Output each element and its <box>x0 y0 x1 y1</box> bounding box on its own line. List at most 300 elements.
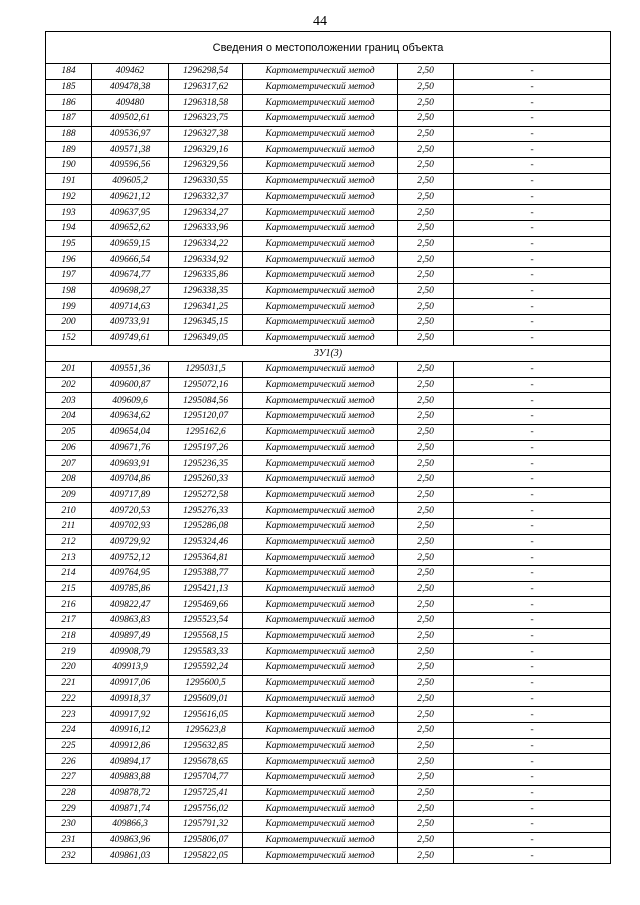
y-coordinate-cell: 1295704,77 <box>169 769 243 785</box>
description-cell: - <box>454 111 611 127</box>
table-title: Сведения о местоположении границ объекта <box>46 32 611 64</box>
point-number-cell: 200 <box>46 315 92 331</box>
point-number-cell: 190 <box>46 158 92 174</box>
x-coordinate-cell: 409917,92 <box>92 707 169 723</box>
table-row <box>46 95 611 111</box>
method-cell: Картометрический метод <box>243 220 398 236</box>
table-row <box>46 330 611 346</box>
method-cell: Картометрический метод <box>243 785 398 801</box>
description-cell: - <box>454 503 611 519</box>
table-row <box>46 754 611 770</box>
method-cell: Картометрический метод <box>243 503 398 519</box>
point-number-cell: 231 <box>46 832 92 848</box>
description-cell: - <box>454 236 611 252</box>
y-coordinate-cell: 1295276,33 <box>169 503 243 519</box>
y-coordinate-cell: 1296338,35 <box>169 283 243 299</box>
precision-cell: 2,50 <box>398 722 454 738</box>
precision-cell: 2,50 <box>398 205 454 221</box>
description-cell: - <box>454 801 611 817</box>
precision-cell: 2,50 <box>398 801 454 817</box>
description-cell: - <box>454 173 611 189</box>
method-cell: Картометрический метод <box>243 691 398 707</box>
y-coordinate-cell: 1296341,25 <box>169 299 243 315</box>
method-cell: Картометрический метод <box>243 173 398 189</box>
precision-cell: 2,50 <box>398 613 454 629</box>
table-row <box>46 801 611 817</box>
y-coordinate-cell: 1296323,75 <box>169 111 243 127</box>
point-number-cell: 221 <box>46 675 92 691</box>
precision-cell: 2,50 <box>398 362 454 378</box>
table-row <box>46 487 611 503</box>
precision-cell: 2,50 <box>398 769 454 785</box>
method-cell: Картометрический метод <box>243 550 398 566</box>
section-label: ЗУ1(3) <box>46 346 611 362</box>
point-number-cell: 211 <box>46 518 92 534</box>
point-number-cell: 216 <box>46 597 92 613</box>
table-row <box>46 503 611 519</box>
point-number-cell: 199 <box>46 299 92 315</box>
x-coordinate-cell: 409729,92 <box>92 534 169 550</box>
table-row <box>46 613 611 629</box>
table-row <box>46 252 611 268</box>
precision-cell: 2,50 <box>398 173 454 189</box>
description-cell: - <box>454 848 611 864</box>
y-coordinate-cell: 1296349,05 <box>169 330 243 346</box>
method-cell: Картометрический метод <box>243 330 398 346</box>
table-row <box>46 377 611 393</box>
point-number-cell: 203 <box>46 393 92 409</box>
table-row <box>46 236 611 252</box>
x-coordinate-cell: 409749,61 <box>92 330 169 346</box>
description-cell: - <box>454 330 611 346</box>
method-cell: Картометрический метод <box>243 581 398 597</box>
y-coordinate-cell: 1295756,02 <box>169 801 243 817</box>
y-coordinate-cell: 1295324,46 <box>169 534 243 550</box>
description-cell: - <box>454 597 611 613</box>
table-row <box>46 785 611 801</box>
y-coordinate-cell: 1296298,54 <box>169 64 243 80</box>
precision-cell: 2,50 <box>398 597 454 613</box>
description-cell: - <box>454 456 611 472</box>
precision-cell: 2,50 <box>398 581 454 597</box>
point-number-cell: 152 <box>46 330 92 346</box>
method-cell: Картометрический метод <box>243 597 398 613</box>
point-number-cell: 193 <box>46 205 92 221</box>
x-coordinate-cell: 409883,88 <box>92 769 169 785</box>
point-number-cell: 213 <box>46 550 92 566</box>
precision-cell: 2,50 <box>398 267 454 283</box>
x-coordinate-cell: 409671,76 <box>92 440 169 456</box>
precision-cell: 2,50 <box>398 440 454 456</box>
description-cell: - <box>454 362 611 378</box>
y-coordinate-cell: 1295272,58 <box>169 487 243 503</box>
precision-cell: 2,50 <box>398 644 454 660</box>
description-cell: - <box>454 393 611 409</box>
table-row <box>46 409 611 425</box>
section-header-row <box>46 346 611 362</box>
description-cell: - <box>454 205 611 221</box>
y-coordinate-cell: 1295120,07 <box>169 409 243 425</box>
precision-cell: 2,50 <box>398 675 454 691</box>
point-number-cell: 232 <box>46 848 92 864</box>
precision-cell: 2,50 <box>398 832 454 848</box>
table-row <box>46 283 611 299</box>
x-coordinate-cell: 409866,3 <box>92 817 169 833</box>
point-number-cell: 222 <box>46 691 92 707</box>
description-cell: - <box>454 142 611 158</box>
method-cell: Картометрический метод <box>243 252 398 268</box>
y-coordinate-cell: 1296334,22 <box>169 236 243 252</box>
y-coordinate-cell: 1295286,08 <box>169 518 243 534</box>
x-coordinate-cell: 409704,86 <box>92 471 169 487</box>
precision-cell: 2,50 <box>398 785 454 801</box>
point-number-cell: 187 <box>46 111 92 127</box>
table-row <box>46 424 611 440</box>
y-coordinate-cell: 1295678,65 <box>169 754 243 770</box>
point-number-cell: 186 <box>46 95 92 111</box>
method-cell: Картометрический метод <box>243 738 398 754</box>
precision-cell: 2,50 <box>398 707 454 723</box>
point-number-cell: 212 <box>46 534 92 550</box>
y-coordinate-cell: 1296334,27 <box>169 205 243 221</box>
x-coordinate-cell: 409551,36 <box>92 362 169 378</box>
method-cell: Картометрический метод <box>243 456 398 472</box>
x-coordinate-cell: 409698,27 <box>92 283 169 299</box>
point-number-cell: 230 <box>46 817 92 833</box>
y-coordinate-cell: 1296345,15 <box>169 315 243 331</box>
precision-cell: 2,50 <box>398 236 454 252</box>
y-coordinate-cell: 1295791,32 <box>169 817 243 833</box>
table-row <box>46 550 611 566</box>
method-cell: Картометрический метод <box>243 189 398 205</box>
description-cell: - <box>454 299 611 315</box>
boundary-coordinates-table <box>45 31 611 864</box>
table-row <box>46 817 611 833</box>
table-title-row <box>46 32 611 64</box>
description-cell: - <box>454 754 611 770</box>
precision-cell: 2,50 <box>398 518 454 534</box>
method-cell: Картометрический метод <box>243 79 398 95</box>
table-row <box>46 393 611 409</box>
y-coordinate-cell: 1296318,58 <box>169 95 243 111</box>
point-number-cell: 184 <box>46 64 92 80</box>
precision-cell: 2,50 <box>398 817 454 833</box>
y-coordinate-cell: 1295236,35 <box>169 456 243 472</box>
y-coordinate-cell: 1295072,16 <box>169 377 243 393</box>
description-cell: - <box>454 95 611 111</box>
precision-cell: 2,50 <box>398 126 454 142</box>
description-cell: - <box>454 377 611 393</box>
point-number-cell: 202 <box>46 377 92 393</box>
table-row <box>46 267 611 283</box>
description-cell: - <box>454 785 611 801</box>
page-number: 44 <box>313 14 327 29</box>
precision-cell: 2,50 <box>398 64 454 80</box>
x-coordinate-cell: 409480 <box>92 95 169 111</box>
x-coordinate-cell: 409674,77 <box>92 267 169 283</box>
precision-cell: 2,50 <box>398 409 454 425</box>
x-coordinate-cell: 409659,15 <box>92 236 169 252</box>
precision-cell: 2,50 <box>398 299 454 315</box>
method-cell: Картометрический метод <box>243 424 398 440</box>
point-number-cell: 207 <box>46 456 92 472</box>
method-cell: Картометрический метод <box>243 283 398 299</box>
y-coordinate-cell: 1296333,96 <box>169 220 243 236</box>
y-coordinate-cell: 1295592,24 <box>169 660 243 676</box>
method-cell: Картометрический метод <box>243 471 398 487</box>
precision-cell: 2,50 <box>398 377 454 393</box>
method-cell: Картометрический метод <box>243 722 398 738</box>
description-cell: - <box>454 440 611 456</box>
precision-cell: 2,50 <box>398 424 454 440</box>
y-coordinate-cell: 1295725,41 <box>169 785 243 801</box>
precision-cell: 2,50 <box>398 628 454 644</box>
x-coordinate-cell: 409536,97 <box>92 126 169 142</box>
table-row <box>46 220 611 236</box>
description-cell: - <box>454 283 611 299</box>
point-number-cell: 198 <box>46 283 92 299</box>
description-cell: - <box>454 252 611 268</box>
method-cell: Картометрический метод <box>243 377 398 393</box>
description-cell: - <box>454 79 611 95</box>
description-cell: - <box>454 315 611 331</box>
table-row <box>46 205 611 221</box>
point-number-cell: 194 <box>46 220 92 236</box>
y-coordinate-cell: 1296330,55 <box>169 173 243 189</box>
point-number-cell: 210 <box>46 503 92 519</box>
point-number-cell: 185 <box>46 79 92 95</box>
y-coordinate-cell: 1295623,8 <box>169 722 243 738</box>
y-coordinate-cell: 1295421,13 <box>169 581 243 597</box>
table-row <box>46 79 611 95</box>
point-number-cell: 219 <box>46 644 92 660</box>
method-cell: Картометрический метод <box>243 362 398 378</box>
description-cell: - <box>454 64 611 80</box>
x-coordinate-cell: 409863,96 <box>92 832 169 848</box>
x-coordinate-cell: 409478,38 <box>92 79 169 95</box>
point-number-cell: 227 <box>46 769 92 785</box>
x-coordinate-cell: 409609,6 <box>92 393 169 409</box>
precision-cell: 2,50 <box>398 471 454 487</box>
point-number-cell: 197 <box>46 267 92 283</box>
method-cell: Картометрический метод <box>243 236 398 252</box>
method-cell: Картометрический метод <box>243 848 398 864</box>
table-row <box>46 660 611 676</box>
x-coordinate-cell: 409720,53 <box>92 503 169 519</box>
method-cell: Картометрический метод <box>243 518 398 534</box>
precision-cell: 2,50 <box>398 848 454 864</box>
y-coordinate-cell: 1295632,85 <box>169 738 243 754</box>
y-coordinate-cell: 1295388,77 <box>169 566 243 582</box>
method-cell: Картометрический метод <box>243 158 398 174</box>
method-cell: Картометрический метод <box>243 660 398 676</box>
point-number-cell: 195 <box>46 236 92 252</box>
table-row <box>46 126 611 142</box>
precision-cell: 2,50 <box>398 252 454 268</box>
x-coordinate-cell: 409878,72 <box>92 785 169 801</box>
method-cell: Картометрический метод <box>243 675 398 691</box>
point-number-cell: 220 <box>46 660 92 676</box>
method-cell: Картометрический метод <box>243 95 398 111</box>
method-cell: Картометрический метод <box>243 817 398 833</box>
y-coordinate-cell: 1295609,01 <box>169 691 243 707</box>
table-row <box>46 456 611 472</box>
point-number-cell: 217 <box>46 613 92 629</box>
description-cell: - <box>454 691 611 707</box>
x-coordinate-cell: 409502,61 <box>92 111 169 127</box>
y-coordinate-cell: 1296334,92 <box>169 252 243 268</box>
method-cell: Картометрический метод <box>243 142 398 158</box>
x-coordinate-cell: 409916,12 <box>92 722 169 738</box>
method-cell: Картометрический метод <box>243 111 398 127</box>
method-cell: Картометрический метод <box>243 628 398 644</box>
x-coordinate-cell: 409571,38 <box>92 142 169 158</box>
method-cell: Картометрический метод <box>243 613 398 629</box>
x-coordinate-cell: 409785,86 <box>92 581 169 597</box>
precision-cell: 2,50 <box>398 79 454 95</box>
method-cell: Картометрический метод <box>243 754 398 770</box>
point-number-cell: 191 <box>46 173 92 189</box>
precision-cell: 2,50 <box>398 111 454 127</box>
method-cell: Картометрический метод <box>243 126 398 142</box>
point-number-cell: 223 <box>46 707 92 723</box>
precision-cell: 2,50 <box>398 95 454 111</box>
method-cell: Картометрический метод <box>243 707 398 723</box>
table-row <box>46 597 611 613</box>
y-coordinate-cell: 1295260,33 <box>169 471 243 487</box>
table-row <box>46 566 611 582</box>
x-coordinate-cell: 409596,56 <box>92 158 169 174</box>
method-cell: Картометрический метод <box>243 205 398 221</box>
x-coordinate-cell: 409917,06 <box>92 675 169 691</box>
description-cell: - <box>454 566 611 582</box>
table-row <box>46 581 611 597</box>
table-row <box>46 707 611 723</box>
point-number-cell: 208 <box>46 471 92 487</box>
precision-cell: 2,50 <box>398 189 454 205</box>
method-cell: Картометрический метод <box>243 769 398 785</box>
y-coordinate-cell: 1295469,66 <box>169 597 243 613</box>
description-cell: - <box>454 832 611 848</box>
x-coordinate-cell: 409897,49 <box>92 628 169 644</box>
y-coordinate-cell: 1295616,05 <box>169 707 243 723</box>
table-row <box>46 471 611 487</box>
table-row <box>46 832 611 848</box>
description-cell: - <box>454 722 611 738</box>
x-coordinate-cell: 409652,62 <box>92 220 169 236</box>
x-coordinate-cell: 409913,9 <box>92 660 169 676</box>
precision-cell: 2,50 <box>398 142 454 158</box>
y-coordinate-cell: 1295600,5 <box>169 675 243 691</box>
precision-cell: 2,50 <box>398 456 454 472</box>
description-cell: - <box>454 550 611 566</box>
method-cell: Картометрический метод <box>243 487 398 503</box>
table-row <box>46 722 611 738</box>
x-coordinate-cell: 409654,04 <box>92 424 169 440</box>
table-row <box>46 440 611 456</box>
point-number-cell: 228 <box>46 785 92 801</box>
y-coordinate-cell: 1295031,5 <box>169 362 243 378</box>
point-number-cell: 209 <box>46 487 92 503</box>
point-number-cell: 224 <box>46 722 92 738</box>
precision-cell: 2,50 <box>398 566 454 582</box>
y-coordinate-cell: 1295084,56 <box>169 393 243 409</box>
x-coordinate-cell: 409702,93 <box>92 518 169 534</box>
table-row <box>46 518 611 534</box>
method-cell: Картометрический метод <box>243 393 398 409</box>
description-cell: - <box>454 487 611 503</box>
description-cell: - <box>454 613 611 629</box>
x-coordinate-cell: 409717,89 <box>92 487 169 503</box>
point-number-cell: 215 <box>46 581 92 597</box>
method-cell: Картометрический метод <box>243 566 398 582</box>
precision-cell: 2,50 <box>398 220 454 236</box>
table-row <box>46 299 611 315</box>
point-number-cell: 225 <box>46 738 92 754</box>
y-coordinate-cell: 1296327,38 <box>169 126 243 142</box>
method-cell: Картометрический метод <box>243 299 398 315</box>
table-row <box>46 628 611 644</box>
x-coordinate-cell: 409822,47 <box>92 597 169 613</box>
description-cell: - <box>454 660 611 676</box>
x-coordinate-cell: 409861,03 <box>92 848 169 864</box>
y-coordinate-cell: 1296329,16 <box>169 142 243 158</box>
x-coordinate-cell: 409894,17 <box>92 754 169 770</box>
precision-cell: 2,50 <box>398 283 454 299</box>
description-cell: - <box>454 158 611 174</box>
y-coordinate-cell: 1295523,54 <box>169 613 243 629</box>
x-coordinate-cell: 409637,95 <box>92 205 169 221</box>
point-number-cell: 204 <box>46 409 92 425</box>
table-row <box>46 315 611 331</box>
point-number-cell: 189 <box>46 142 92 158</box>
table-row <box>46 769 611 785</box>
table-row <box>46 64 611 80</box>
description-cell: - <box>454 267 611 283</box>
description-cell: - <box>454 769 611 785</box>
y-coordinate-cell: 1296329,56 <box>169 158 243 174</box>
y-coordinate-cell: 1295822,05 <box>169 848 243 864</box>
method-cell: Картометрический метод <box>243 832 398 848</box>
table-row <box>46 691 611 707</box>
y-coordinate-cell: 1296317,62 <box>169 79 243 95</box>
method-cell: Картометрический метод <box>243 644 398 660</box>
y-coordinate-cell: 1295162,6 <box>169 424 243 440</box>
point-number-cell: 205 <box>46 424 92 440</box>
y-coordinate-cell: 1295197,26 <box>169 440 243 456</box>
x-coordinate-cell: 409752,12 <box>92 550 169 566</box>
precision-cell: 2,50 <box>398 487 454 503</box>
table-row <box>46 848 611 864</box>
x-coordinate-cell: 409600,87 <box>92 377 169 393</box>
x-coordinate-cell: 409863,83 <box>92 613 169 629</box>
method-cell: Картометрический метод <box>243 64 398 80</box>
precision-cell: 2,50 <box>398 754 454 770</box>
method-cell: Картометрический метод <box>243 440 398 456</box>
method-cell: Картометрический метод <box>243 534 398 550</box>
table-row <box>46 173 611 189</box>
precision-cell: 2,50 <box>398 393 454 409</box>
precision-cell: 2,50 <box>398 315 454 331</box>
x-coordinate-cell: 409714,63 <box>92 299 169 315</box>
x-coordinate-cell: 409912,86 <box>92 738 169 754</box>
precision-cell: 2,50 <box>398 330 454 346</box>
table-row <box>46 534 611 550</box>
point-number-cell: 192 <box>46 189 92 205</box>
method-cell: Картометрический метод <box>243 801 398 817</box>
y-coordinate-cell: 1295364,81 <box>169 550 243 566</box>
point-number-cell: 229 <box>46 801 92 817</box>
